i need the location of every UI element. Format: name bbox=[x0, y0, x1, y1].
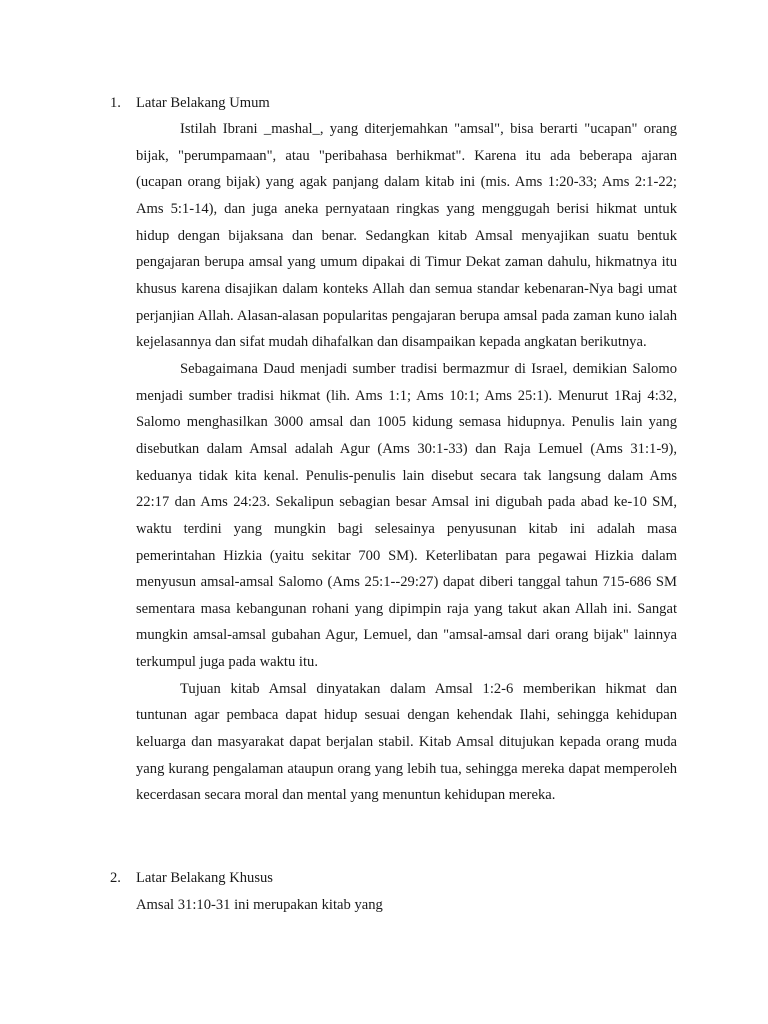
section-2-number: 2. bbox=[110, 870, 121, 886]
paragraph-3: Tujuan kitab Amsal dinyatakan dalam Amsal 1:2-6 memberikan hikmat dan tuntunan agar pembaca dapat hidup sesuai dengan kehendak Ilahi, sehingga kehidupan keluarga dan masyarakat dapat berjalan stabil. Kitab Amsal ditujukan kepada orang muda yang kurang pengalaman ataupun orang yang lebih tua, sehingga mereka dapat memperoleh kecerdasan secara moral dan mental yang menuntun kehidupan mereka. bbox=[136, 680, 677, 804]
paragraph-2: Sebagaimana Daud menjadi sumber tradisi bermazmur di Israel, demikian Salomo menjadi sumber tradisi hikmat (lih. Ams 1:1; Ams 10:1; Ams 25:1). Menurut 1Raj 4:32, Salomo menghasilkan 3000 amsal dan 1005 kidung semasa hidupnya. Penulis lain yang disebutkan dalam Amsal adalah Agur (Ams 30:1-33) dan Raja Lemuel (Ams 31:1-9), keduanya tidak kita kenal. Penulis-penulis lain disebut secara tak langsung dalam Ams 22:17 dan Ams 24:23. Sekalipun sebagian besar Amsal ini digubah pada abad ke-10 SM, waktu terdini yang mungkin bagi selesainya penyusunan kitab ini adalah masa pemerintahan Hizkia (yaitu sekitar 700 SM). Keterlibatan para pegawai Hizkia dalam menyusun amsal-amsal Salomo (Ams 25:1--29:27) dapat diberi tanggal tahun 715-686 SM sementara masa kebangunan rohani yang dipimpin raja yang takut akan Allah ini. Sangat mungkin amsal-amsal gubahan Agur, Lemuel, dan "amsal-amsal dari orang bijak" lainnya terkumpul juga pada waktu itu. bbox=[136, 360, 677, 671]
section-1-title: Latar Belakang Umum bbox=[136, 95, 270, 111]
section-1-number: 1. bbox=[110, 95, 121, 111]
paragraph-1: Istilah Ibrani _mashal_, yang diterjemahkan "amsal", bisa berarti "ucapan" orang bijak, "perumpamaan", atau "peribahasa berhikmat". Karena itu ada beberapa ajaran (ucapan orang bijak) yang agak panjang dalam kitab ini (mis. Ams 1:20-33; Ams 2:1-22; Ams 5:1-14), dan juga aneka pernyataan ringkas yang menggugah berisi hikmat untuk hidup dengan bijaksana dan benar. Sedangkan kitab Amsal menyajikan suatu bentuk pengajaran berupa amsal yang umum dipakai di Timur Dekat zaman dahulu, hikmatnya itu khusus karena disajikan dalam konteks Allah dan semua standar kebenaran-Nya bagi umat perjanjian Allah. Alasan-alasan popularitas pengajaran berupa amsal pada zaman kuno ialah kejelasannya dan sifat mudah dihafalkan dan disampaikan kepada angkatan berikutnya. bbox=[136, 121, 677, 351]
section-2-text: Amsal 31:10-31 ini merupakan kitab yang bbox=[136, 897, 383, 913]
section-1-body bbox=[136, 116, 677, 809]
section-2-title: Latar Belakang Khusus bbox=[136, 870, 273, 886]
section-2-heading bbox=[110, 868, 273, 888]
section-1-heading bbox=[110, 93, 270, 113]
